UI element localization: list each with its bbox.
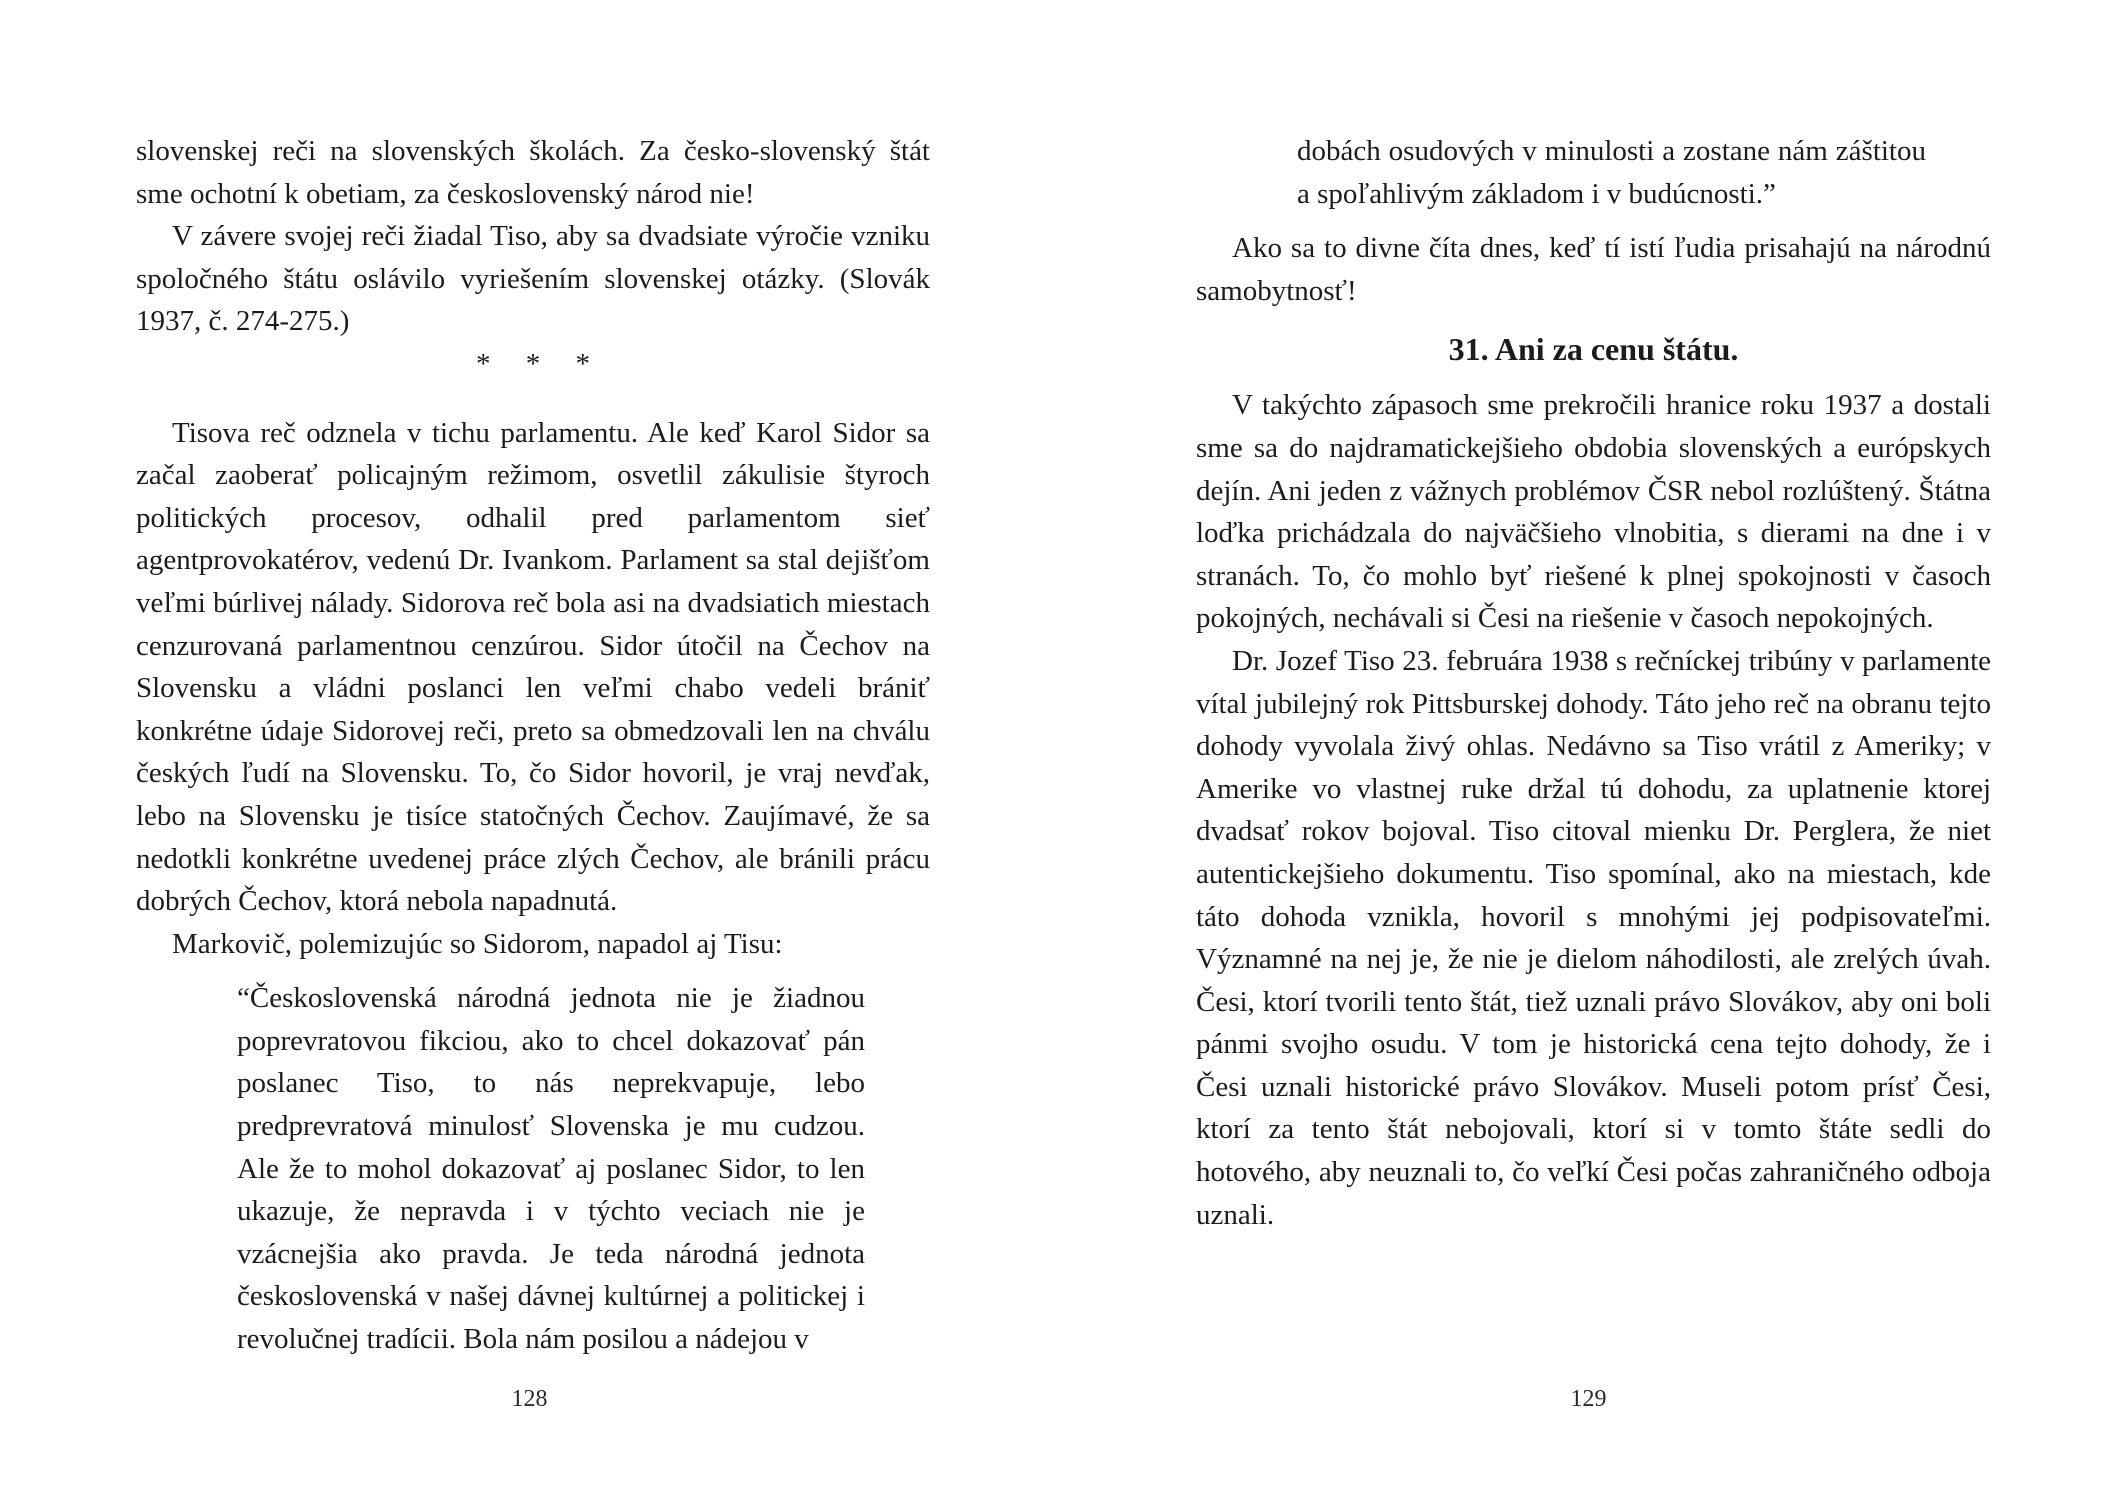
paragraph: V takýchto zápasoch sme prekročili hranice roku 1937 a dostali sme sa do najdramatickejšieho obdobia slovenských a európskych dejín. Ani jeden z vážnych problémov ČSR nebol rozlúštený. Štátna loďka prichádzala do najväčšieho vlnobitia, s dierami na dne i v stranách. To, čo mohlo byť riešené k plnej spokojnosti v časoch pokojných, nechávali si Česi na riešenie v časoch nepokojných. [1196,389,1991,635]
spacer [136,965,930,977]
page-number: 129 [1570,1386,1607,1412]
paragraph: Tisova reč odznela v tichu parlamentu. Ale keď Karol Sidor sa začal zaoberať policajným režimom, osvetlil zákulisie štyroch politických procesov, odhalil pred parlamentom sieť agentprovokatérov, vedenú Dr. Ivankom. Parlament sa stal dejišťom veľmi búrlivej nálady. Sidorova reč bola asi na dvadsiatich miestach cenzurovaná parlamentnou cenzúrou. Sidor útočil na Čechov na Slovensku a vládni poslanci len veľmi chabo vedeli brániť konkrétne údaje Sidorovej reči, preto sa obmedzovali len na chválu českých ľudí na Slovensku. To, čo Sidor hovoril, je vraj nevďak, lebo na Slovensku je tisíce statočných Čechov. Zaujímavé, že sa nedotkli konkrétne uvedenej práce zlých Čechov, ale bránili prácu dobrých Čechov, ktorá nebola napadnutá. [136,416,930,918]
block-quote-continuation: dobách osudových v minulosti a zostane nám záštitou a spoľahlivým základom i v budúcnosti.” [1297,135,1926,210]
chapter-heading: 31. Ani za cenu štátu. [1448,331,1739,368]
paragraph: V závere svojej reči žiadal Tiso, aby sa dvadsiate výročie vzniku spoločného štátu oslávilo vyriešením slovenskej otázky. (Slovák 1937, č. 274-275.) [136,220,930,338]
spacer [136,386,930,412]
section-separator: * * * [476,347,604,380]
paragraph: Markovič, polemizujúc so Sidorom, napadol aj Tisu: [172,927,783,960]
paragraph: Ako sa to divne číta dnes, keď tí istí ľudia prisahajú na národnú samobytnosť! [1196,232,1991,307]
left-page-text-column [136,130,930,1361]
paragraph: Dr. Jozef Tiso 23. februára 1938 s rečníckej tribúny v parlamente vítal jubilejný rok Pittsburskej dohody. Táto jeho reč na obranu tejto dohody vyvolala živý ohlas. Nedávno sa Tiso vrátil z Ameriky; v Amerike vo vlastnej ruke držal tú dohodu, za uplatnenie ktorej dvadsať rokov bojoval. Tiso citoval mienku Dr. Perglera, že niet autentickejšieho dokumentu. Tiso spomínal, ako na miestach, kde táto dohoda vznikla, hovoril s mnohými jej podpisovateľmi. Významné na nej je, že nie je dielom náhodilosti, ale zrelých úvah. Česi, ktorí tvorili tento štát, tiež uznali právo Slovákov, aby oni boli pánmi svojho osudu. V tom je historická cena tejto dohody, že i Česi uznali historické právo Slovákov. Museli potom prísť Česi, ktorí za tento štát nebojovali, ktorí si v tomto štáte sedli do hotového, aby neuznali to, čo veľkí Česi počas zahraničného odboja uznali. [1196,644,1991,1231]
opening-paragraph: slovenskej reči na slovenských školách. Za česko-slovenský štát sme ochotní k obetiam, za československý národ nie! [136,135,930,210]
right-page [1059,0,2118,1500]
page-number: 128 [511,1386,548,1412]
spacer [1196,215,1991,227]
block-quote: “Československá národná jednota nie je žiadnou poprevratovou fikciou, ako to chcel dokazovať pán poslanec Tiso, to nás neprekvapuje, lebo predprevratová minulosť Slovenska je mu cudzou. Ale že to mohol dokazovať aj poslanec Sidor, to len ukazuje, že nepravda i v týchto veciach nie je vzácnejšia ako pravda. Je teda národná jednota československá v našej dávnej kultúrnej a politickej i revolučnej tradícii. Bola nám posilou a nádejou v [237,982,865,1356]
right-page-text-column [1196,130,1991,1236]
